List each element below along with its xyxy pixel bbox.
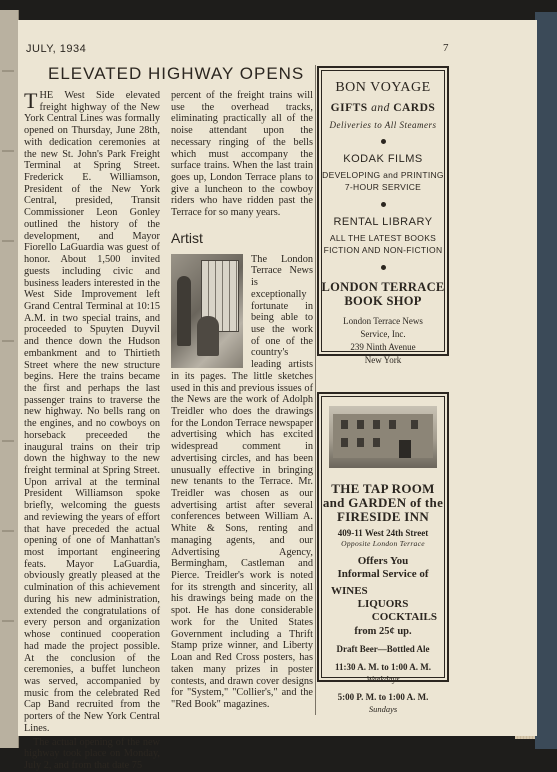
article-paragraph — [24, 90, 160, 735]
bullet-dot — [381, 139, 386, 144]
ad-rental: RENTAL LIBRARY — [333, 216, 433, 228]
artist-sketch-image — [171, 254, 243, 368]
book-binding — [535, 12, 557, 749]
ad-developing: DEVELOPING and PRINTING — [322, 170, 444, 180]
tap-room-sundays: Sundays — [368, 704, 398, 714]
ad-kodak: KODAK FILMS — [343, 153, 423, 165]
tap-room-hours-sunday: 5:00 P. M. to 1:00 A. M. — [337, 692, 429, 702]
ad-shop-name: LONDON TERRACE BOOK SHOP — [321, 280, 445, 308]
article-paragraph: percent of the freight trains will use the overhead tracks, eliminating practically all of the noise attendant upon the necessary ringing of the bells which must accompany the surface trains. When the last train goes up, London Terrace plans to give a luncheon to the cowboy riders who have ridden past the Terrace for so many years. — [171, 90, 313, 219]
article-text: HE West Side elevated freight highway of the New York Central Lines was formally opened on Thursday, June 28th, with dedication ceremonies at the new St. John's Park Freight Terminal at Spring Street. Frederick E. Williamson, President of the New York Central, presided, Transit Commissioner Leon Gonley outlined the history of the development, and Mayor Fiorello LaGuardia was guest of honor. About 1,500 invited guests including civic and business leaders interested in the West Side Improvement left Grand Central Terminal at 10:15 A.M. in two special trains, and proceeded to Spuyten Duyvil and thence down the Hudson embankment and to Thirtieth Street where the new structure begins. Here the trains became the first and perhaps the last passenger trains to traverse the new highway. No bells rang on the engines, and no cowboys on horseback preceeded the inaugural trains on their trip down the highway to the new freight terminal at Spring Street. Upon arrival at the terminal President Williamson spoke briefly, welcoming the guests and reviewing the years of effort that have preceded the actual opening of one of Manhattan's most important engineering feats. Mayor LaGuardia, obviously greatly pleased at the culmination of this achievement during his new administration, extended the congratulations of every person and organization whose continued cooperation had made the project possible. At the conclusion of the ceremonies, a buffet luncheon was served, accompanied by music from the celebrated Red Cap Band recruited from the porters of the New York Central Lines. — [24, 90, 160, 734]
tap-room-wines: WINES — [331, 585, 368, 597]
tap-room-draft: Draft Beer—Bottled Ale — [336, 644, 430, 654]
issue-date: JULY, 1934 — [26, 43, 87, 55]
tap-room-offers: Offers You Informal Service of — [337, 555, 429, 580]
artist-heading: Artist — [171, 229, 203, 246]
ad-fiction: FICTION AND NON-FICTION — [323, 245, 443, 255]
newsletter-page — [18, 20, 537, 771]
tap-room-cocktails: COCKTAILS — [371, 611, 437, 623]
ad-company: London Terrace News — [343, 316, 423, 326]
ad-gifts-line: GIFTS and CARDS — [330, 102, 436, 114]
tap-room-liquors: LIQUORS — [357, 598, 409, 610]
ad-headline: BON VOYAGE — [335, 80, 431, 95]
bullet-dot — [381, 202, 386, 207]
ad-service: 7-HOUR SERVICE — [344, 182, 422, 192]
previous-page-edge — [0, 10, 19, 748]
bullet-dot — [381, 265, 386, 270]
ad-deliveries: Deliveries to All Steamers — [329, 120, 437, 130]
artist-paragraph: The London Terrace News is exceptionally fortunate in being able to use the work of one of the country's leading artists in its pages. The little sketches used in this and previous issues of the News are the work of Adolph Treidler who does the drawings for the London Terrace newspaper advertising which has excited widespread comment in advertising circles, and has been unusually effective in bringing new tenants to the Terrace. Mr. Treidler was chosen as our advertising artist after several conferences between William A. White & Sons, renting and managing agents, and our Advertising Agency, Bermingham, Castleman and Pierce. Treidler's work is noted for its strength and sincerity, all his drawings being made on the spot. He has done considerable work for the United States Government including a Thrift Stamp prize winner, and Liberty Loan and Red Cross posters, has taken many prizes in poster contests, and drawn cover designs for "System," "Collier's," and the "Red Book" magazines. — [171, 253, 313, 710]
fireside-inn-photo — [329, 406, 437, 468]
column-divider — [315, 65, 316, 715]
tap-room-advertisement — [317, 392, 449, 714]
article-title: ELEVATED HIGHWAY OPENS — [48, 64, 305, 83]
tap-room-weekdays: Weekdays — [366, 674, 400, 684]
ad-company-inc: Service, Inc. — [360, 329, 406, 339]
drop-cap: T — [24, 88, 38, 113]
article-column-right — [171, 90, 313, 711]
tap-room-hours-weekday: 11:30 A. M. to 1:00 A. M. — [335, 662, 431, 672]
article-paragraph: The actual opening of the new highway took place on Monday, July 2, and from that date 75 — [24, 736, 160, 771]
article-column-left — [24, 90, 160, 772]
ad-city: New York — [364, 355, 402, 365]
page-number: 7 — [443, 42, 449, 54]
tap-room-name: THE TAP ROOM and GARDEN of the FIRESIDE INN — [322, 481, 444, 524]
ad-address: 239 Ninth Avenue — [350, 342, 416, 352]
bookshop-advertisement — [317, 66, 449, 365]
tap-room-address: 409-11 West 24th Street — [337, 528, 429, 538]
tap-room-location: Opposite London Terrace — [341, 539, 425, 548]
tap-room-price: from 25¢ up. — [354, 626, 412, 637]
ad-latest: ALL THE LATEST BOOKS — [329, 233, 437, 243]
